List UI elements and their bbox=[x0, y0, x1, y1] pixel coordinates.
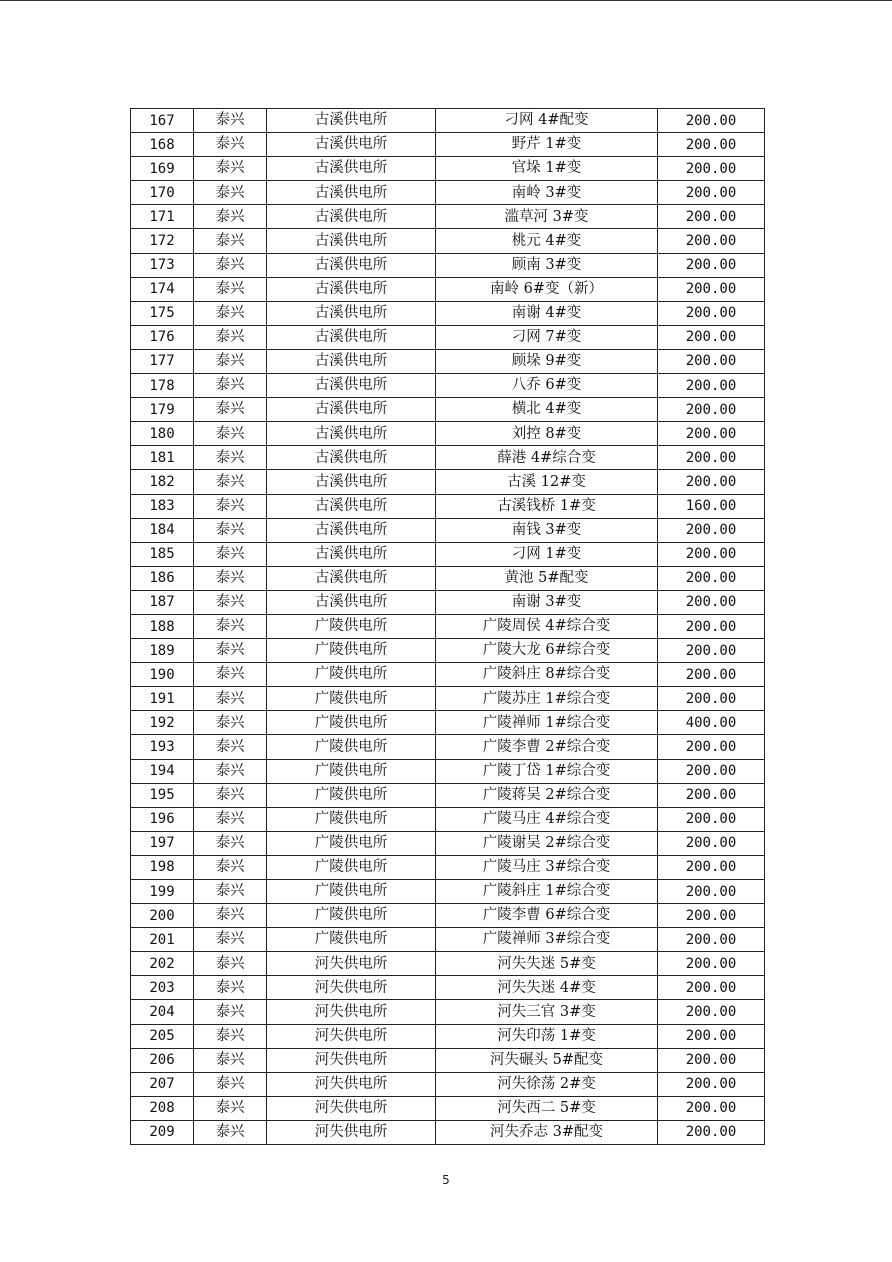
station-cell: 广陵供电所 bbox=[267, 855, 436, 879]
city-cell: 泰兴 bbox=[194, 205, 267, 229]
transformer-name-cell: 河失乔志 3#配变 bbox=[436, 1120, 658, 1144]
city-cell: 泰兴 bbox=[194, 542, 267, 566]
station-cell: 古溪供电所 bbox=[267, 205, 436, 229]
row-number-cell: 182 bbox=[131, 470, 194, 494]
table-row bbox=[131, 518, 765, 542]
transformer-name-cell: 广陵斜庄 8#综合变 bbox=[436, 663, 658, 687]
station-cell: 古溪供电所 bbox=[267, 494, 436, 518]
city-cell: 泰兴 bbox=[194, 277, 267, 301]
capacity-cell: 200.00 bbox=[658, 542, 765, 566]
city-cell: 泰兴 bbox=[194, 1024, 267, 1048]
city-cell: 泰兴 bbox=[194, 470, 267, 494]
city-cell: 泰兴 bbox=[194, 735, 267, 759]
capacity-cell: 200.00 bbox=[658, 109, 765, 133]
table-row bbox=[131, 759, 765, 783]
city-cell: 泰兴 bbox=[194, 976, 267, 1000]
row-number-cell: 208 bbox=[131, 1096, 194, 1120]
table-row bbox=[131, 229, 765, 253]
row-number-cell: 172 bbox=[131, 229, 194, 253]
capacity-cell: 200.00 bbox=[658, 928, 765, 952]
city-cell: 泰兴 bbox=[194, 687, 267, 711]
city-cell: 泰兴 bbox=[194, 446, 267, 470]
city-cell: 泰兴 bbox=[194, 952, 267, 976]
transformer-name-cell: 河失失迷 4#变 bbox=[436, 976, 658, 1000]
row-number-cell: 196 bbox=[131, 807, 194, 831]
table-row bbox=[131, 663, 765, 687]
capacity-cell: 200.00 bbox=[658, 446, 765, 470]
row-number-cell: 175 bbox=[131, 301, 194, 325]
transformer-table-container bbox=[130, 108, 763, 1145]
capacity-cell: 200.00 bbox=[658, 566, 765, 590]
capacity-cell: 200.00 bbox=[658, 952, 765, 976]
capacity-cell: 200.00 bbox=[658, 663, 765, 687]
transformer-name-cell: 南岭 6#变（新） bbox=[436, 277, 658, 301]
transformer-name-cell: 广陵李曹 6#综合变 bbox=[436, 904, 658, 928]
capacity-cell: 200.00 bbox=[658, 349, 765, 373]
city-cell: 泰兴 bbox=[194, 494, 267, 518]
capacity-cell: 200.00 bbox=[658, 831, 765, 855]
table-row bbox=[131, 1072, 765, 1096]
row-number-cell: 180 bbox=[131, 422, 194, 446]
table-row bbox=[131, 109, 765, 133]
capacity-cell: 200.00 bbox=[658, 398, 765, 422]
table-row bbox=[131, 952, 765, 976]
table-row bbox=[131, 976, 765, 1000]
capacity-cell: 200.00 bbox=[658, 470, 765, 494]
station-cell: 古溪供电所 bbox=[267, 398, 436, 422]
capacity-cell: 200.00 bbox=[658, 687, 765, 711]
station-cell: 古溪供电所 bbox=[267, 109, 436, 133]
row-number-cell: 192 bbox=[131, 711, 194, 735]
transformer-name-cell: 广陵苏庄 1#综合变 bbox=[436, 687, 658, 711]
station-cell: 古溪供电所 bbox=[267, 470, 436, 494]
station-cell: 古溪供电所 bbox=[267, 349, 436, 373]
table-row bbox=[131, 687, 765, 711]
transformer-name-cell: 广陵丁岱 1#综合变 bbox=[436, 759, 658, 783]
city-cell: 泰兴 bbox=[194, 518, 267, 542]
table-row bbox=[131, 1120, 765, 1144]
capacity-cell: 200.00 bbox=[658, 759, 765, 783]
station-cell: 河失供电所 bbox=[267, 1096, 436, 1120]
city-cell: 泰兴 bbox=[194, 1000, 267, 1024]
table-row bbox=[131, 880, 765, 904]
city-cell: 泰兴 bbox=[194, 229, 267, 253]
table-row bbox=[131, 711, 765, 735]
table-row bbox=[131, 349, 765, 373]
transformer-name-cell: 八乔 6#变 bbox=[436, 374, 658, 398]
table-row bbox=[131, 253, 765, 277]
city-cell: 泰兴 bbox=[194, 759, 267, 783]
table-row bbox=[131, 1048, 765, 1072]
table-row bbox=[131, 831, 765, 855]
row-number-cell: 202 bbox=[131, 952, 194, 976]
capacity-cell: 200.00 bbox=[658, 614, 765, 638]
row-number-cell: 205 bbox=[131, 1024, 194, 1048]
transformer-name-cell: 刁网 4#配变 bbox=[436, 109, 658, 133]
capacity-cell: 400.00 bbox=[658, 711, 765, 735]
city-cell: 泰兴 bbox=[194, 1120, 267, 1144]
capacity-cell: 200.00 bbox=[658, 807, 765, 831]
row-number-cell: 173 bbox=[131, 253, 194, 277]
city-cell: 泰兴 bbox=[194, 398, 267, 422]
station-cell: 古溪供电所 bbox=[267, 277, 436, 301]
transformer-name-cell: 刘控 8#变 bbox=[436, 422, 658, 446]
row-number-cell: 204 bbox=[131, 1000, 194, 1024]
station-cell: 古溪供电所 bbox=[267, 157, 436, 181]
station-cell: 古溪供电所 bbox=[267, 590, 436, 614]
table-row bbox=[131, 325, 765, 349]
transformer-name-cell: 广陵禅师 1#综合变 bbox=[436, 711, 658, 735]
city-cell: 泰兴 bbox=[194, 639, 267, 663]
table-row bbox=[131, 590, 765, 614]
table-row bbox=[131, 807, 765, 831]
transformer-table bbox=[130, 108, 765, 1145]
row-number-cell: 185 bbox=[131, 542, 194, 566]
capacity-cell: 200.00 bbox=[658, 518, 765, 542]
table-row bbox=[131, 566, 765, 590]
city-cell: 泰兴 bbox=[194, 928, 267, 952]
city-cell: 泰兴 bbox=[194, 590, 267, 614]
table-row bbox=[131, 277, 765, 301]
city-cell: 泰兴 bbox=[194, 157, 267, 181]
capacity-cell: 200.00 bbox=[658, 229, 765, 253]
station-cell: 古溪供电所 bbox=[267, 181, 436, 205]
table-row bbox=[131, 928, 765, 952]
row-number-cell: 170 bbox=[131, 181, 194, 205]
transformer-name-cell: 广陵马庄 4#综合变 bbox=[436, 807, 658, 831]
city-cell: 泰兴 bbox=[194, 783, 267, 807]
table-row bbox=[131, 205, 765, 229]
capacity-cell: 200.00 bbox=[658, 1096, 765, 1120]
table-row bbox=[131, 374, 765, 398]
city-cell: 泰兴 bbox=[194, 181, 267, 205]
row-number-cell: 201 bbox=[131, 928, 194, 952]
row-number-cell: 177 bbox=[131, 349, 194, 373]
row-number-cell: 171 bbox=[131, 205, 194, 229]
capacity-cell: 200.00 bbox=[658, 253, 765, 277]
station-cell: 广陵供电所 bbox=[267, 735, 436, 759]
transformer-name-cell: 广陵蒋吴 2#综合变 bbox=[436, 783, 658, 807]
station-cell: 古溪供电所 bbox=[267, 422, 436, 446]
transformer-name-cell: 河失西二 5#变 bbox=[436, 1096, 658, 1120]
station-cell: 广陵供电所 bbox=[267, 807, 436, 831]
city-cell: 泰兴 bbox=[194, 1072, 267, 1096]
city-cell: 泰兴 bbox=[194, 253, 267, 277]
row-number-cell: 193 bbox=[131, 735, 194, 759]
table-row bbox=[131, 1096, 765, 1120]
capacity-cell: 200.00 bbox=[658, 1048, 765, 1072]
station-cell: 广陵供电所 bbox=[267, 928, 436, 952]
row-number-cell: 207 bbox=[131, 1072, 194, 1096]
transformer-name-cell: 广陵斜庄 1#综合变 bbox=[436, 880, 658, 904]
capacity-cell: 200.00 bbox=[658, 1024, 765, 1048]
table-row bbox=[131, 398, 765, 422]
city-cell: 泰兴 bbox=[194, 566, 267, 590]
station-cell: 古溪供电所 bbox=[267, 133, 436, 157]
row-number-cell: 203 bbox=[131, 976, 194, 1000]
capacity-cell: 200.00 bbox=[658, 374, 765, 398]
capacity-cell: 160.00 bbox=[658, 494, 765, 518]
table-row bbox=[131, 301, 765, 325]
transformer-name-cell: 顾垛 9#变 bbox=[436, 349, 658, 373]
station-cell: 广陵供电所 bbox=[267, 783, 436, 807]
row-number-cell: 188 bbox=[131, 614, 194, 638]
transformer-name-cell: 南岭 3#变 bbox=[436, 181, 658, 205]
row-number-cell: 191 bbox=[131, 687, 194, 711]
page-number: 5 bbox=[442, 1173, 450, 1187]
capacity-cell: 200.00 bbox=[658, 422, 765, 446]
station-cell: 广陵供电所 bbox=[267, 880, 436, 904]
station-cell: 古溪供电所 bbox=[267, 325, 436, 349]
row-number-cell: 190 bbox=[131, 663, 194, 687]
table-row bbox=[131, 542, 765, 566]
row-number-cell: 176 bbox=[131, 325, 194, 349]
station-cell: 河失供电所 bbox=[267, 1048, 436, 1072]
transformer-name-cell: 广陵谢吴 2#综合变 bbox=[436, 831, 658, 855]
station-cell: 广陵供电所 bbox=[267, 614, 436, 638]
row-number-cell: 169 bbox=[131, 157, 194, 181]
table-row bbox=[131, 470, 765, 494]
transformer-name-cell: 薛港 4#综合变 bbox=[436, 446, 658, 470]
city-cell: 泰兴 bbox=[194, 133, 267, 157]
station-cell: 河失供电所 bbox=[267, 1120, 436, 1144]
city-cell: 泰兴 bbox=[194, 614, 267, 638]
capacity-cell: 200.00 bbox=[658, 1072, 765, 1096]
station-cell: 古溪供电所 bbox=[267, 446, 436, 470]
row-number-cell: 189 bbox=[131, 639, 194, 663]
station-cell: 广陵供电所 bbox=[267, 639, 436, 663]
table-row bbox=[131, 422, 765, 446]
row-number-cell: 206 bbox=[131, 1048, 194, 1072]
city-cell: 泰兴 bbox=[194, 807, 267, 831]
city-cell: 泰兴 bbox=[194, 663, 267, 687]
capacity-cell: 200.00 bbox=[658, 1000, 765, 1024]
city-cell: 泰兴 bbox=[194, 422, 267, 446]
transformer-name-cell: 古溪钱桥 1#变 bbox=[436, 494, 658, 518]
table-row bbox=[131, 855, 765, 879]
row-number-cell: 187 bbox=[131, 590, 194, 614]
transformer-name-cell: 南谢 3#变 bbox=[436, 590, 658, 614]
capacity-cell: 200.00 bbox=[658, 1120, 765, 1144]
city-cell: 泰兴 bbox=[194, 1096, 267, 1120]
transformer-name-cell: 河失失迷 5#变 bbox=[436, 952, 658, 976]
row-number-cell: 195 bbox=[131, 783, 194, 807]
row-number-cell: 194 bbox=[131, 759, 194, 783]
capacity-cell: 200.00 bbox=[658, 590, 765, 614]
transformer-name-cell: 滥草河 3#变 bbox=[436, 205, 658, 229]
capacity-cell: 200.00 bbox=[658, 904, 765, 928]
row-number-cell: 209 bbox=[131, 1120, 194, 1144]
transformer-name-cell: 南钱 3#变 bbox=[436, 518, 658, 542]
transformer-name-cell: 古溪 12#变 bbox=[436, 470, 658, 494]
capacity-cell: 200.00 bbox=[658, 976, 765, 1000]
transformer-name-cell: 官垛 1#变 bbox=[436, 157, 658, 181]
capacity-cell: 200.00 bbox=[658, 880, 765, 904]
city-cell: 泰兴 bbox=[194, 109, 267, 133]
transformer-name-cell: 广陵大龙 6#综合变 bbox=[436, 639, 658, 663]
row-number-cell: 197 bbox=[131, 831, 194, 855]
row-number-cell: 179 bbox=[131, 398, 194, 422]
top-border-line bbox=[0, 0, 892, 1]
city-cell: 泰兴 bbox=[194, 855, 267, 879]
city-cell: 泰兴 bbox=[194, 374, 267, 398]
table-body bbox=[131, 109, 765, 1145]
transformer-name-cell: 野芹 1#变 bbox=[436, 133, 658, 157]
transformer-name-cell: 河失三官 3#变 bbox=[436, 1000, 658, 1024]
city-cell: 泰兴 bbox=[194, 325, 267, 349]
table-row bbox=[131, 1000, 765, 1024]
station-cell: 古溪供电所 bbox=[267, 253, 436, 277]
row-number-cell: 183 bbox=[131, 494, 194, 518]
city-cell: 泰兴 bbox=[194, 711, 267, 735]
row-number-cell: 184 bbox=[131, 518, 194, 542]
city-cell: 泰兴 bbox=[194, 349, 267, 373]
transformer-name-cell: 刁网 7#变 bbox=[436, 325, 658, 349]
table-row bbox=[131, 614, 765, 638]
station-cell: 古溪供电所 bbox=[267, 542, 436, 566]
table-row bbox=[131, 181, 765, 205]
row-number-cell: 174 bbox=[131, 277, 194, 301]
station-cell: 古溪供电所 bbox=[267, 301, 436, 325]
capacity-cell: 200.00 bbox=[658, 325, 765, 349]
station-cell: 广陵供电所 bbox=[267, 904, 436, 928]
table-row bbox=[131, 1024, 765, 1048]
table-row bbox=[131, 133, 765, 157]
station-cell: 广陵供电所 bbox=[267, 663, 436, 687]
row-number-cell: 186 bbox=[131, 566, 194, 590]
capacity-cell: 200.00 bbox=[658, 277, 765, 301]
station-cell: 广陵供电所 bbox=[267, 759, 436, 783]
transformer-name-cell: 河失碾头 5#配变 bbox=[436, 1048, 658, 1072]
capacity-cell: 200.00 bbox=[658, 639, 765, 663]
station-cell: 河失供电所 bbox=[267, 1072, 436, 1096]
row-number-cell: 200 bbox=[131, 904, 194, 928]
capacity-cell: 200.00 bbox=[658, 133, 765, 157]
row-number-cell: 198 bbox=[131, 855, 194, 879]
transformer-name-cell: 刁网 1#变 bbox=[436, 542, 658, 566]
station-cell: 广陵供电所 bbox=[267, 831, 436, 855]
transformer-name-cell: 黄池 5#配变 bbox=[436, 566, 658, 590]
capacity-cell: 200.00 bbox=[658, 157, 765, 181]
transformer-name-cell: 南谢 4#变 bbox=[436, 301, 658, 325]
transformer-name-cell: 广陵周侯 4#综合变 bbox=[436, 614, 658, 638]
table-row bbox=[131, 735, 765, 759]
city-cell: 泰兴 bbox=[194, 831, 267, 855]
capacity-cell: 200.00 bbox=[658, 855, 765, 879]
station-cell: 古溪供电所 bbox=[267, 229, 436, 253]
table-row bbox=[131, 904, 765, 928]
table-row bbox=[131, 494, 765, 518]
station-cell: 河失供电所 bbox=[267, 952, 436, 976]
transformer-name-cell: 桃元 4#变 bbox=[436, 229, 658, 253]
city-cell: 泰兴 bbox=[194, 1048, 267, 1072]
station-cell: 河失供电所 bbox=[267, 1000, 436, 1024]
station-cell: 古溪供电所 bbox=[267, 566, 436, 590]
capacity-cell: 200.00 bbox=[658, 205, 765, 229]
capacity-cell: 200.00 bbox=[658, 181, 765, 205]
row-number-cell: 168 bbox=[131, 133, 194, 157]
city-cell: 泰兴 bbox=[194, 880, 267, 904]
station-cell: 古溪供电所 bbox=[267, 374, 436, 398]
transformer-name-cell: 河失印荡 1#变 bbox=[436, 1024, 658, 1048]
table-row bbox=[131, 639, 765, 663]
transformer-name-cell: 河失徐荡 2#变 bbox=[436, 1072, 658, 1096]
transformer-name-cell: 广陵李曹 2#综合变 bbox=[436, 735, 658, 759]
city-cell: 泰兴 bbox=[194, 904, 267, 928]
station-cell: 河失供电所 bbox=[267, 1024, 436, 1048]
table-row bbox=[131, 157, 765, 181]
row-number-cell: 199 bbox=[131, 880, 194, 904]
station-cell: 古溪供电所 bbox=[267, 518, 436, 542]
transformer-name-cell: 广陵禅师 3#综合变 bbox=[436, 928, 658, 952]
station-cell: 广陵供电所 bbox=[267, 687, 436, 711]
table-row bbox=[131, 783, 765, 807]
station-cell: 河失供电所 bbox=[267, 976, 436, 1000]
station-cell: 广陵供电所 bbox=[267, 711, 436, 735]
row-number-cell: 167 bbox=[131, 109, 194, 133]
row-number-cell: 178 bbox=[131, 374, 194, 398]
transformer-name-cell: 顾南 3#变 bbox=[436, 253, 658, 277]
transformer-name-cell: 横北 4#变 bbox=[436, 398, 658, 422]
city-cell: 泰兴 bbox=[194, 301, 267, 325]
transformer-name-cell: 广陵马庄 3#综合变 bbox=[436, 855, 658, 879]
table-row bbox=[131, 446, 765, 470]
capacity-cell: 200.00 bbox=[658, 301, 765, 325]
capacity-cell: 200.00 bbox=[658, 783, 765, 807]
row-number-cell: 181 bbox=[131, 446, 194, 470]
capacity-cell: 200.00 bbox=[658, 735, 765, 759]
